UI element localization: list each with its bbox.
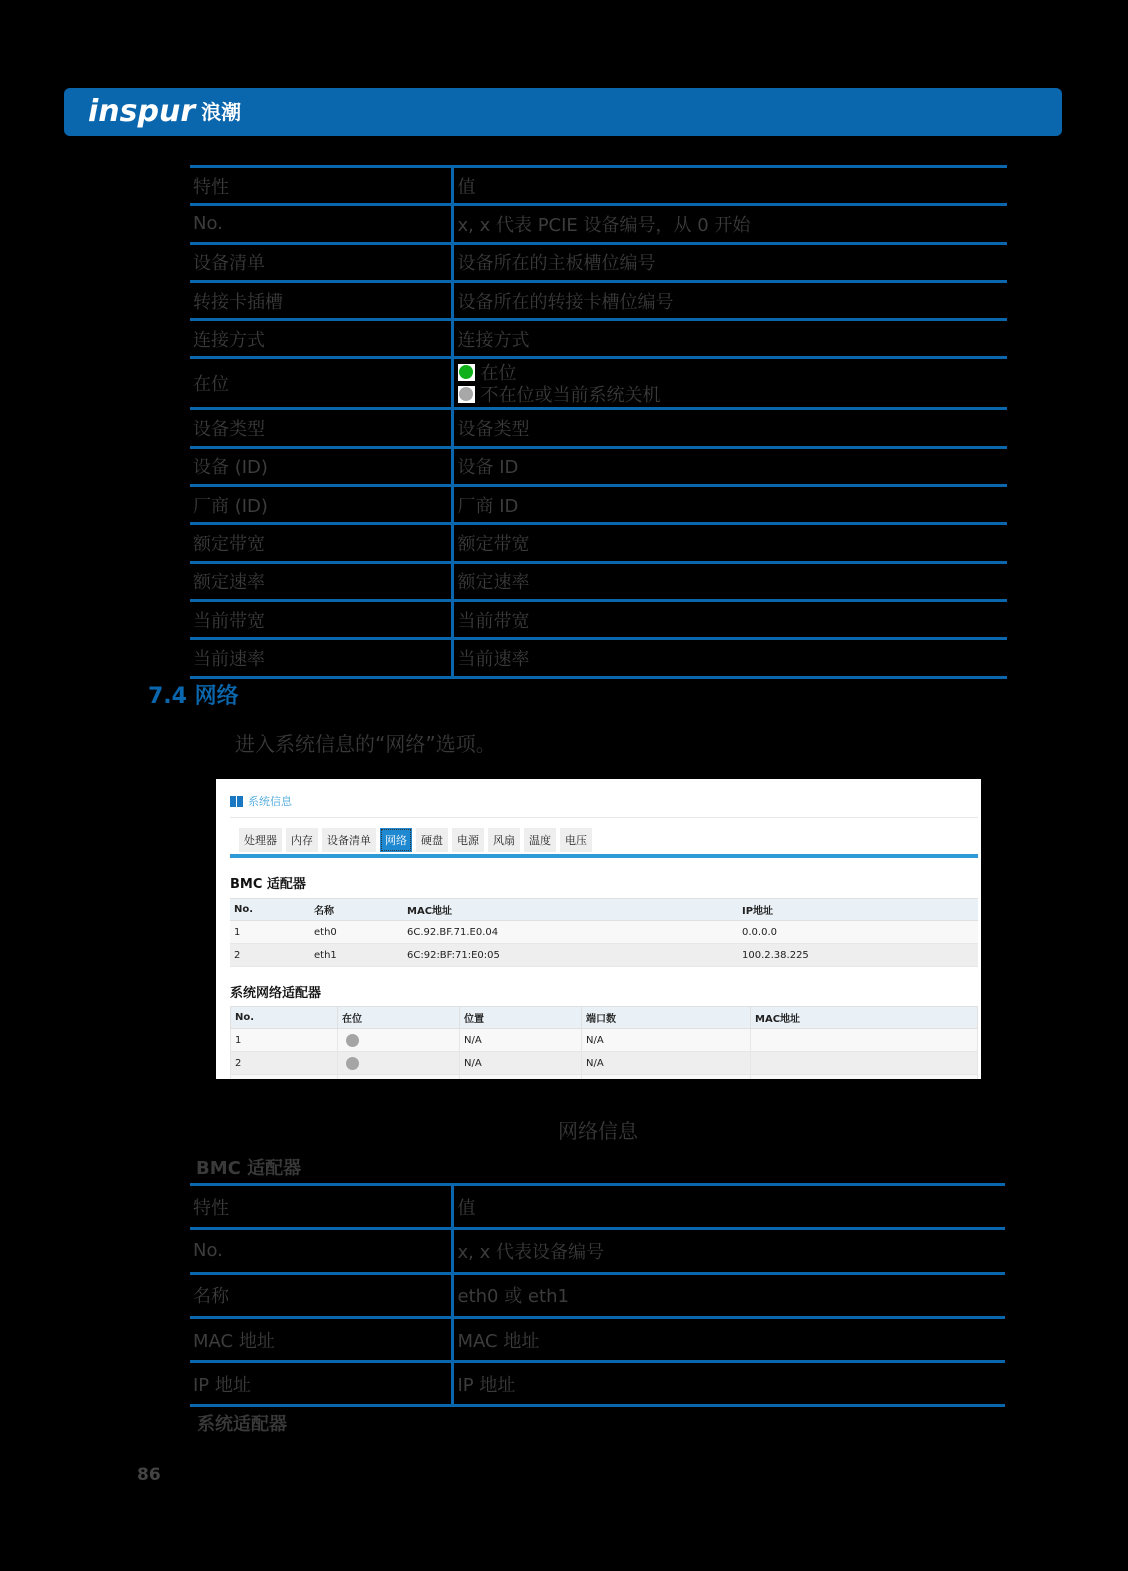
- table-row: [190, 1317, 1005, 1361]
- legend-absent: [458, 383, 1005, 405]
- absent-dot-icon: [346, 1057, 359, 1070]
- cell-location: N/A: [460, 1029, 582, 1052]
- col-no: No.: [231, 1007, 338, 1029]
- property-cell: No.: [190, 205, 452, 243]
- tab-memory[interactable]: 内存: [286, 828, 318, 852]
- table-row: [190, 281, 1007, 319]
- cell-no: 2: [230, 944, 310, 967]
- table-header-row: [230, 899, 978, 921]
- gray-dot-icon: [459, 387, 473, 401]
- col-mac: MAC地址: [751, 1007, 978, 1029]
- bmc-adapter-title: BMC 适配器: [230, 877, 306, 892]
- cell-ip: 0.0.0.0: [738, 921, 978, 944]
- tab-fan[interactable]: 风扇: [488, 828, 520, 852]
- header-property: 特性: [190, 167, 452, 205]
- cell-mac: 6C.92.BF.71.E0.04: [403, 921, 738, 944]
- col-present: 在位: [338, 1007, 460, 1029]
- property-cell: 额定速率: [190, 562, 452, 600]
- value-cell: 额定带宽: [452, 524, 1007, 562]
- table-row-partial: [231, 1075, 978, 1080]
- value-cell: 额定速率: [452, 562, 1007, 600]
- col-no: No.: [230, 899, 310, 921]
- network-screenshot: [216, 779, 981, 1079]
- col-ip: IP地址: [738, 899, 978, 921]
- property-cell: 设备类型: [190, 409, 452, 447]
- value-cell: 厂商 ID: [452, 486, 1007, 524]
- property-cell: MAC 地址: [190, 1317, 452, 1361]
- cell-no: 1: [230, 921, 310, 944]
- legend-present: [458, 361, 1005, 383]
- table-row: [190, 524, 1007, 562]
- section-title: 7.4 网络: [148, 684, 239, 709]
- cell-present: [338, 1052, 460, 1075]
- table-row: [230, 921, 978, 944]
- header-property: 特性: [190, 1185, 452, 1229]
- value-cell: MAC 地址: [452, 1317, 1005, 1361]
- value-cell: 设备 ID: [452, 447, 1007, 485]
- value-cell: 当前速率: [452, 639, 1007, 677]
- table-header-row: [190, 1185, 1005, 1229]
- value-cell: 设备所在的主板槽位编号: [452, 243, 1007, 281]
- cell-mac: [751, 1052, 978, 1075]
- table-row: [190, 358, 1007, 409]
- table-row: [190, 1273, 1005, 1317]
- section-paragraph: 进入系统信息的“网络”选项。: [235, 732, 496, 756]
- property-cell: IP 地址: [190, 1362, 452, 1406]
- table-row: [190, 1362, 1005, 1406]
- bmc-property-table: [190, 1183, 1005, 1407]
- property-cell: 额定带宽: [190, 524, 452, 562]
- cell-mac: [751, 1029, 978, 1052]
- value-cell: IP 地址: [452, 1362, 1005, 1406]
- tab-network[interactable]: 网络: [380, 828, 412, 852]
- header-banner: [64, 88, 1062, 136]
- col-mac: MAC地址: [403, 899, 738, 921]
- property-cell: No.: [190, 1229, 452, 1273]
- table-row: [190, 320, 1007, 358]
- value-cell: x, x 代表设备编号: [452, 1229, 1005, 1273]
- table-row: [190, 409, 1007, 447]
- table-row: [190, 486, 1007, 524]
- cell-location: N/A: [460, 1052, 582, 1075]
- tab-device-list[interactable]: 设备清单: [322, 828, 376, 852]
- property-cell: 名称: [190, 1273, 452, 1317]
- property-cell: 在位: [190, 358, 452, 409]
- value-cell: eth0 或 eth1: [452, 1273, 1005, 1317]
- panel-title: 系统信息: [248, 795, 292, 808]
- cell-mac: 6C:92:BF:71:E0:05: [403, 944, 738, 967]
- table-row: [190, 447, 1007, 485]
- cell-ip: 100.2.38.225: [738, 944, 978, 967]
- logo-wordmark: inspur: [88, 94, 196, 129]
- table-row: [190, 600, 1007, 638]
- table-header-row: [231, 1007, 978, 1029]
- tab-voltage[interactable]: 电压: [560, 828, 592, 852]
- bmc-adapter-heading: BMC 适配器: [196, 1158, 302, 1179]
- tab-temperature[interactable]: 温度: [524, 828, 556, 852]
- tab-underline: [230, 854, 978, 858]
- table-row: [231, 1052, 978, 1075]
- col-name: 名称: [310, 899, 403, 921]
- panel-header: [230, 793, 292, 809]
- figure-caption: 网络信息: [558, 1119, 638, 1143]
- bmc-adapter-table: [230, 898, 978, 967]
- presence-legend: [452, 358, 1007, 409]
- system-adapter-table: [230, 1006, 978, 1079]
- table-header-row: [190, 167, 1007, 205]
- header-value: 值: [452, 1185, 1005, 1229]
- tab-processor[interactable]: 处理器: [239, 828, 282, 852]
- cell-ports: N/A: [582, 1029, 751, 1052]
- property-cell: 转接卡插槽: [190, 281, 452, 319]
- divider: [230, 817, 978, 818]
- cell-present: [338, 1029, 460, 1052]
- tab-disk[interactable]: 硬盘: [416, 828, 448, 852]
- table-row: [190, 639, 1007, 677]
- col-location: 位置: [460, 1007, 582, 1029]
- value-cell: x, x 代表 PCIE 设备编号，从 0 开始: [452, 205, 1007, 243]
- property-cell: 厂商 (ID): [190, 486, 452, 524]
- cell-no: 1: [231, 1029, 338, 1052]
- page-number: 86: [137, 1465, 161, 1485]
- value-cell: 设备所在的转接卡槽位编号: [452, 281, 1007, 319]
- green-dot-icon: [459, 365, 473, 379]
- inspur-logo: [88, 96, 241, 128]
- table-row: [231, 1029, 978, 1052]
- legend-absent-label: 不在位或当前系统关机: [480, 385, 661, 407]
- property-cell: 设备 (ID): [190, 447, 452, 485]
- col-ports: 端口数: [582, 1007, 751, 1029]
- table-row: [190, 1229, 1005, 1273]
- grid-icon: [230, 796, 243, 807]
- table-row: [190, 562, 1007, 600]
- cell-ports: N/A: [582, 1052, 751, 1075]
- property-cell: 连接方式: [190, 320, 452, 358]
- logo-chinese: 浪潮: [201, 100, 242, 124]
- property-cell: 当前速率: [190, 639, 452, 677]
- value-cell: 设备类型: [452, 409, 1007, 447]
- legend-present-label: 在位: [480, 363, 517, 385]
- tab-power[interactable]: 电源: [452, 828, 484, 852]
- header-value: 值: [452, 167, 1007, 205]
- table-row: [230, 944, 978, 967]
- table-row: [190, 205, 1007, 243]
- pcie-property-table: [190, 165, 1007, 679]
- system-adapter-title: 系统网络适配器: [230, 986, 322, 1001]
- absent-dot-icon: [346, 1034, 359, 1047]
- system-adapter-heading: 系统适配器: [197, 1414, 287, 1435]
- tab-bar: [239, 828, 592, 852]
- table-row: [190, 243, 1007, 281]
- cell-no: 2: [231, 1052, 338, 1075]
- property-cell: 当前带宽: [190, 600, 452, 638]
- property-cell: 设备清单: [190, 243, 452, 281]
- value-cell: 当前带宽: [452, 600, 1007, 638]
- value-cell: 连接方式: [452, 320, 1007, 358]
- cell-name: eth0: [310, 921, 403, 944]
- cell-name: eth1: [310, 944, 403, 967]
